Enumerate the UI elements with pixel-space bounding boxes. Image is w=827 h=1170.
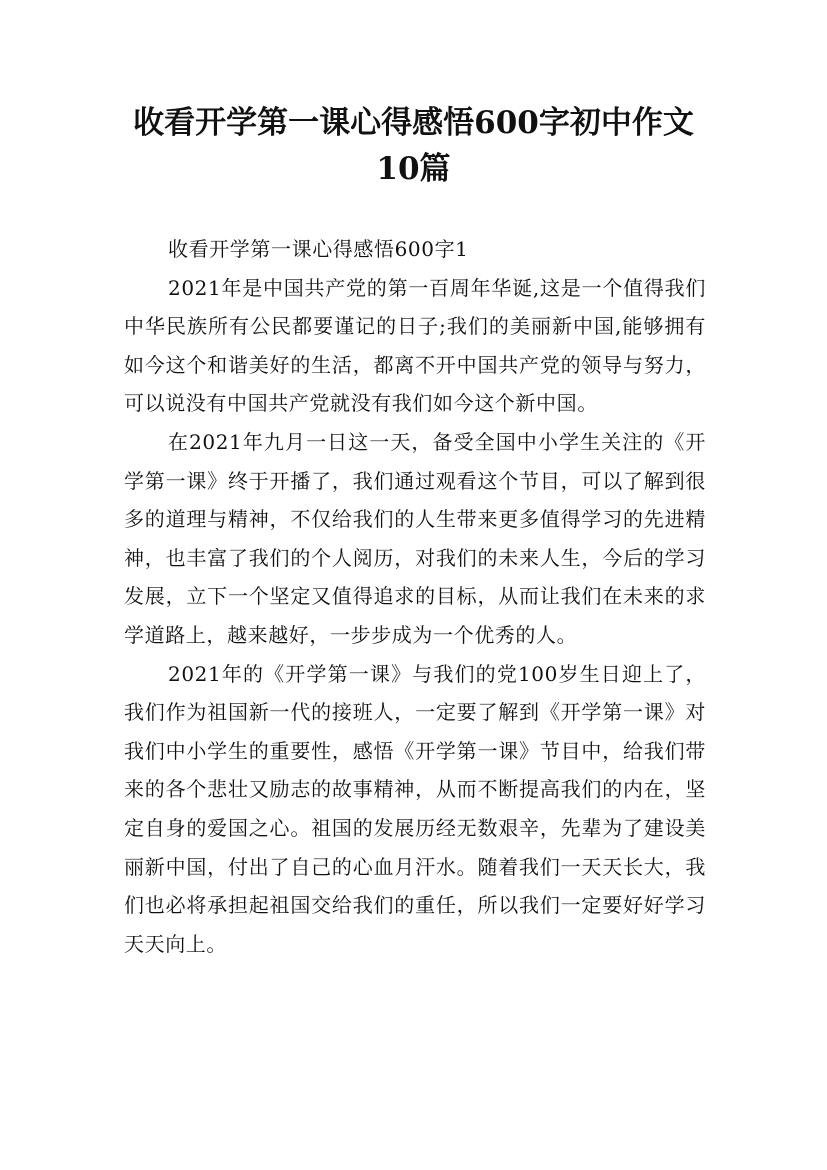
section-heading: 收看开学第一课心得感悟600字1 [168,237,469,261]
paragraph-3: 2021年的《开学第一课》与我们的党100岁生日迎上了，我们作为祖国新一代的接班人，一定要了解到《开学第一课》对我们中小学生的重要性，感悟《开学第一课》节目中，给我们带来的各个悲壮又励志的故事精神，从而不断提高我们的内在，坚定自身的爱国之心。祖国的发展历经无数艰辛，先辈为了建设美丽新中国，付出了自己的心血月汗水。随着我们一天天长大，我们也必将承担起祖国交给我们的重任，所以我们一定要好好学习天天向上。 [124,661,706,956]
document-title [110,100,717,192]
document-title-line-1: 收看开学第一课心得感悟600字初中作文 [133,105,694,141]
document-body [124,230,706,963]
paragraph-2: 在2021年九月一日这一天，备受全国中小学生关注的《开学第一课》终于开播了，我们通过观看这个节目，可以了解到很多的道理与精神，不仅给我们的人生带来更多值得学习的先进精神，也丰富了我们的个人阅历，对我们的未来人生，今后的学习发展，立下一个坚定又值得追求的目标，从而让我们在未来的求学道路上，越来越好，一步步成为一个优秀的人。 [124,429,706,647]
paragraph-1: 2021年是中国共产党的第一百周年华诞,这是一个值得我们中华民族所有公民都要谨记的日子;我们的美丽新中国,能够拥有如今这个和谐美好的生活，都离不开中国共产党的领导与努力，可以说没有中国共产党就没有我们如今这个新中国。 [124,275,706,416]
document-title-line-2: 10篇 [376,151,451,187]
